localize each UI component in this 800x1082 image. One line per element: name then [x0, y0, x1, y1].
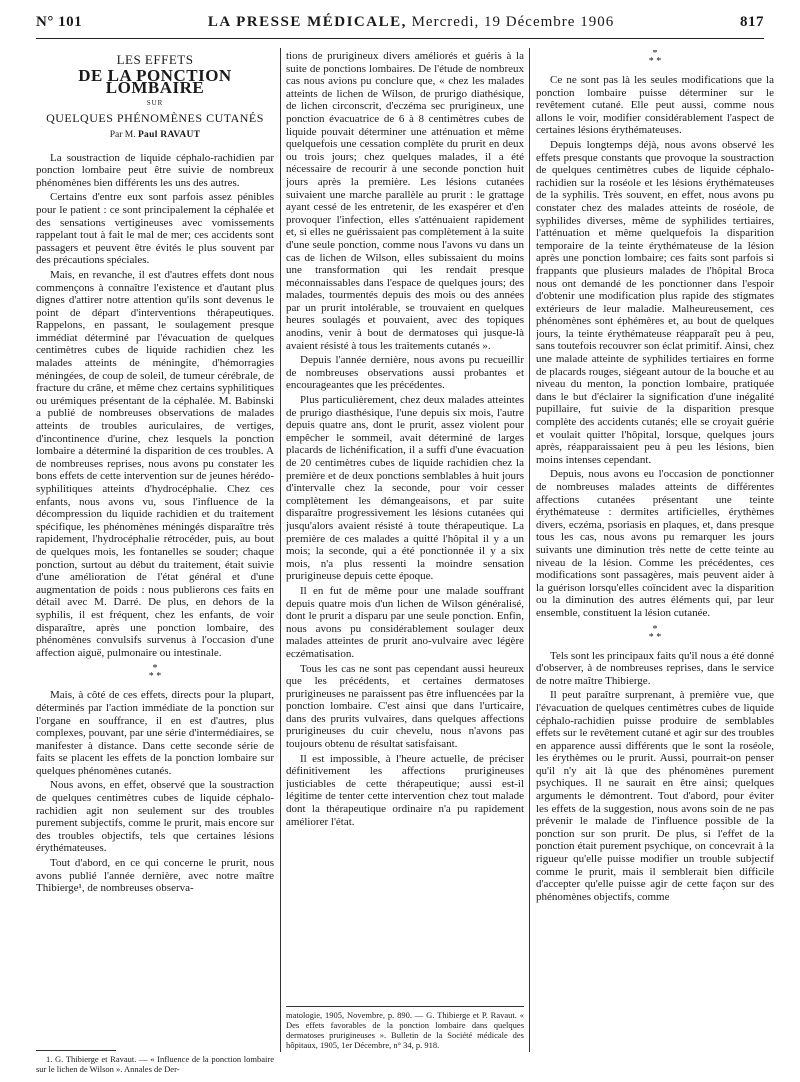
- author-prefix: Par M.: [109, 129, 136, 140]
- issue-number: N° 101: [36, 14, 83, 30]
- column-divider: [529, 48, 530, 1052]
- article-title-block: [36, 54, 274, 142]
- footnotes: [36, 1050, 274, 1076]
- article-main-title: DE LA PONCTION LOMBAIRE: [78, 65, 232, 98]
- paragraph: Certains d'entre eux sont parfois assez pénibles pour le patient : ce sont principalement la céphalée et des sensations vertigineuses avec vomissements rappelant tout à fait le mal de mer; ces accidents sont passagers et peuvent être évités le plus souvent par des précautions spéciales.: [36, 191, 274, 267]
- section-asterism: * * *: [148, 663, 162, 683]
- footnote: 1. G. Thibierge et Ravaut. — « Influence de la ponction lombaire sur le lichen de Wilson ». Annales de Der-: [36, 1054, 274, 1074]
- paragraph: tions de prurigineux divers améliorés et guéris à la suite de ponctions lombaires. De l'étude de nombreux cas nous avions pu conclure que, « chez les malades atteints de lichen de Wilson, de prurigo diathésique, de lichen circonscrit, d'eczéma sec prurigineux, une ponction évacuatrice de 6 à 8 centimètres cubes de liquide pouvait déterminer une atténuation et même quelquefois une cessation complète du prurit en deux ou trois jours; chez quelques malades, il a été nécessaire de recourir à une seconde ponction huit jours après la première. Les lésions cutanées suivaient une marche parallèle au prurit : le grattage ayant cessé de les entretenir, de les exaspérer et d'en provoquer l'infection, elles s'atténuaient rapidement et, si elles ne guérissaient pas complètement à la suite d'une seule ponction, comme nous l'avons vu dans un cas de lichen de Wilson, elles subissaient du moins une transformation qui les rendait presque méconnaissables dans l'espace de quelques jours; des malades, tourmentés depuis des mois ou des années par un prurit intolérable, se trouvaient en quelques heures soulagés et pouvaient, avec des topiques anodins, venir à bout de dermatoses qui jusque-là avaient résisté à tous les traitements cutanés ».: [286, 50, 524, 352]
- footnote-rule: [286, 1006, 524, 1007]
- article-supertitle: LES EFFETS: [116, 52, 194, 67]
- paragraph: Il peut paraître surprenant, à première vue, que l'évacuation de quelques centimètres cubes de liquide céphalo-rachidien puisse produire de semblables effets sur le revêtement cutané et agir sur des troubles en apparence aussi différents que le sont la roséole, les érythèmes ou le prurit. Aussi, pourrait-on penser qu'il n'y ait là que des phénomènes purement psychiques. Il ne saurait en être ainsi; quelques arguments le démontrent. Tout d'abord, pour éviter les effets de la suggestion, nous avons soin de ne pas prévenir le malade de l'influence possible de la ponction sur son prurit. De plus, si l'effet de la ponction était purement psychique, on concevrait à la rigueur qu'elle puisse modifier un trouble subjectif comme le prurit, mais il semblerait bien difficile d'accepter qu'elle puisse agir de cette façon sur des phénomènes objectifs, comme: [536, 689, 774, 903]
- paragraph: Nous avons, en effet, observé que la soustraction de quelques centimètres cubes de liquide céphalo-rachidien agit non seulement sur des troubles purement subjectifs, comme le prurit, mais encore sur des troubles objectifs, tels que certaines lésions érythémateuses.: [36, 779, 274, 855]
- section-asterism: * * *: [648, 50, 662, 67]
- paragraph: Ce ne sont pas là les seules modifications que la ponction lombaire puisse déterminer sur le revêtement cutané. Elle peut aussi, comme nous allons le voir, modifier considérablement l'aspect de certaines lésions érythémateuses.: [536, 74, 774, 137]
- paragraph: Depuis l'année dernière, nous avons pu recueillir de nombreuses observations aussi probantes et encourageantes que les précédentes.: [286, 354, 524, 392]
- paragraph: Tels sont les principaux faits qu'il nous a été donné d'observer, à de nombreuses reprises, dans le service de notre maître Thibierge.: [536, 649, 774, 687]
- column-3: [536, 50, 774, 1082]
- author-name: Paul RAVAUT: [137, 129, 201, 140]
- footnote-rule: [36, 1050, 116, 1051]
- paragraph: Il est impossible, à l'heure actuelle, de préciser définitivement les affections prurigineuses justiciables de cette thérapeutique; aussi est-il légitime de tenter cette intervention chez tout malade dont la thérapeutique ordinaire n'a pu rapidement améliorer l'état.: [286, 752, 524, 828]
- paragraph: La soustraction de liquide céphalo-rachidien par ponction lombaire peut être suivie de nombreux phénomènes bien différents les uns des autres.: [36, 151, 274, 189]
- journal-name: LA PRESSE MÉDICALE,: [207, 14, 407, 30]
- column-1: [36, 50, 274, 1082]
- page-header: [36, 14, 764, 40]
- section-asterism: * * *: [648, 623, 662, 643]
- paragraph: Mais, en revanche, il est d'autres effets dont nous commençons à connaître l'existence et d'autant plus dignes d'attirer notre attention qu'ils sont devenus le point de départ d'interventions thérapeutiques. Rappelons, en passant, le soulagement presque immédiat déterminé par l'évacuation de quelques centimètres cubes de liquide rachidien chez les malades atteints de méningite, d'hémorragies méningées, de coup de soleil, de tumeur cérébrale, de fracture du crâne, et même chez certains syphilitiques ou urémiques présentant de la céphalée. M. Babinski a publié de nombreuses observations de malades atteints de troubles auriculaires, de vertiges, d'incontinence d'urine, chez lesquels la ponction lombaire a déterminé la disparition de ces troubles. A de nombreuses reprises, nous avons pu constater les bons effets de cette intervention sur de jeunes hérédo-syphilitiques atteints d'hydrocéphalie. Chez ces enfants, nous avons vu, sous l'influence de la décompression du liquide rachidien et du traitement spécifique, les phénomènes méningés disparaître très rapidement, l'hydrocéphalie rétrocéder, puis, au bout de quelques mois, les fontanelles se souder; chaque ponction, surtout au début du traitement, était suivie d'une amélioration de l'état général et d'une augmentation de poids : nous publierons ces faits en détail avec M. Darré. De plus, en dehors de la syphilis, il est fréquent, chez les enfants, de voir disparaître, après une ponction lombaire, des phénomènes convulsifs survenus à l'occasion d'une affection aiguë, pulmonaire ou intestinale.: [36, 268, 274, 659]
- article-title-connector: SUR: [146, 98, 164, 107]
- paragraph: Il en fut de même pour une malade souffrant depuis quatre mois d'un lichen de Wilson généralisé, dont le prurit a disparu par une seule ponction. Enfin, nous avons pu considérablement soulager deux malades atteintes de prurit ano-vulvaire avec légère eczématisation.: [286, 584, 524, 660]
- header-rule: [36, 38, 764, 39]
- column-2: [286, 50, 524, 1082]
- paragraph: Tous les cas ne sont pas cependant aussi heureux que les précédents, et certaines dermatoses prurigineuses ne paraissent pas être influencées par la ponction lombaire. C'est ainsi que dans l'urticaire, dans des prurits vulvaires, dans quelques affections prurigineuses du cuir chevelu, nous n'avons pas toujours obtenu de résultat satisfaisant.: [286, 662, 524, 751]
- running-title: [208, 14, 614, 31]
- paragraph: Plus particulièrement, chez deux malades atteintes de prurigo diasthésique, l'une depuis six mois, l'autre depuis quatre ans, dont le prurit, assez violent pour empêcher le sommeil, avait déterminé de larges placards de lichénification, il a suffi d'une évacuation de 20 centimètres cubes de liquide rachidien chez la première et de deux ponctions semblables à huit jours d'intervalle chez la seconde, pour voir cesser complètement les démangeaisons, et par suite disparaître progressivement les lésions cutanées qui jusqu'alors avaient résisté à toute thérapeutique. La première de ces malades a quitté l'hôpital il y a un mois; la seconde, qui a été ponctionnée il y a six mois, n'a plus ressenti la moindre sensation prurigineuse depuis cette époque.: [286, 394, 524, 583]
- footnotes: [286, 1006, 524, 1052]
- paragraph: Mais, à côté de ces effets, directs pour la plupart, déterminés par l'action immédiate de la ponction sur l'organe en souffrance, il en est d'autres, plus complexes, pouvant, par une série d'intermédiaires, se manifester à distance. Dans cette seconde série de faits se placent les effets de la ponction lombaire sur quelques phénomènes cutanés.: [36, 689, 274, 777]
- page-number: 817: [739, 14, 764, 30]
- paragraph: Depuis, nous avons eu l'occasion de ponctionner de nombreuses malades atteints de différentes affections cutanées présentant une teinte érythémateuse : dermites artificielles, érythèmes divers, eczéma, psoriasis en plaques, et, dans presque tous les cas, nous avons pu remarquer les jours suivants une diminution très nette de cette teinte au niveau de la lésion. Comme les précédentes, ces modifications sont passagères, mais peuvent aider à la guérison lorsqu'elles coïncident avec la disparition ou la diminution des autres éléments qui, par leur ensemble, constituent la lésion cutanée.: [536, 468, 774, 619]
- footnote: matologie, 1905, Novembre, p. 890. — G. Thibierge et P. Ravaut. « Des effets favorables de la ponction lombaire dans quelques dermatoses prurigineuses ». Bulletin de la Société médicale des hôpitaux, 1905, 1er Décembre, n° 34, p. 918.: [286, 1010, 524, 1050]
- paragraph: Tout d'abord, en ce qui concerne le prurit, nous avons publié l'année dernière, avec notre maître Thibierge¹, de nombreuses observa-: [36, 857, 274, 895]
- column-divider: [280, 48, 281, 1052]
- paragraph: Depuis longtemps déjà, nous avons observé les effets presque constants que provoque la soustraction de quelques centimètres cubes de liquide céphalo-rachidien sur la roséole et les lésions érythémateuses de la syphilis. Très souvent, en effet, nous avons pu constater chez des malades atteints de roséole, de syphilides diverses, même de syphilides tertiaires, l'atténuation et même quelquefois la disparition temporaire de la teinte érythémateuse de la lésion après une ponction lombaire; ces faits sont parfois si frappants que plusieurs malades de l'hôpital Broca nous ont demandé de les ponctionner dans l'espoir d'obtenir une modification plus rapide des stigmates extérieurs de leur maladie. Malheureusement, ces phénomènes sont éphémères et, au bout de quelques jours, la teinte érythémateuse réapparaît peu à peu, sans toutefois recouvrer son éclat primitif. Ainsi, chez une malade atteinte de syphilides tertiaires en forme de placards rouges, siégeant autour de la bouche et au niveau du menton, la ponction lombaire, pratiquée dans le but d'éclairer la signification d'une inégalité pupillaire, fut suivie de la disparition presque complète des accidents cutanés; elle se croyait guérie et voulait quitter l'hôpital, lorsque, quelques jours après, réapparaissaient peu à peu les lésions, bien moins intenses cependant.: [536, 138, 774, 466]
- issue-date: Mercredi, 19 Décembre 1906: [411, 14, 615, 30]
- article-author: [36, 129, 274, 142]
- article-subtitle: QUELQUES PHÉNOMÈNES CUTANÉS: [46, 111, 264, 126]
